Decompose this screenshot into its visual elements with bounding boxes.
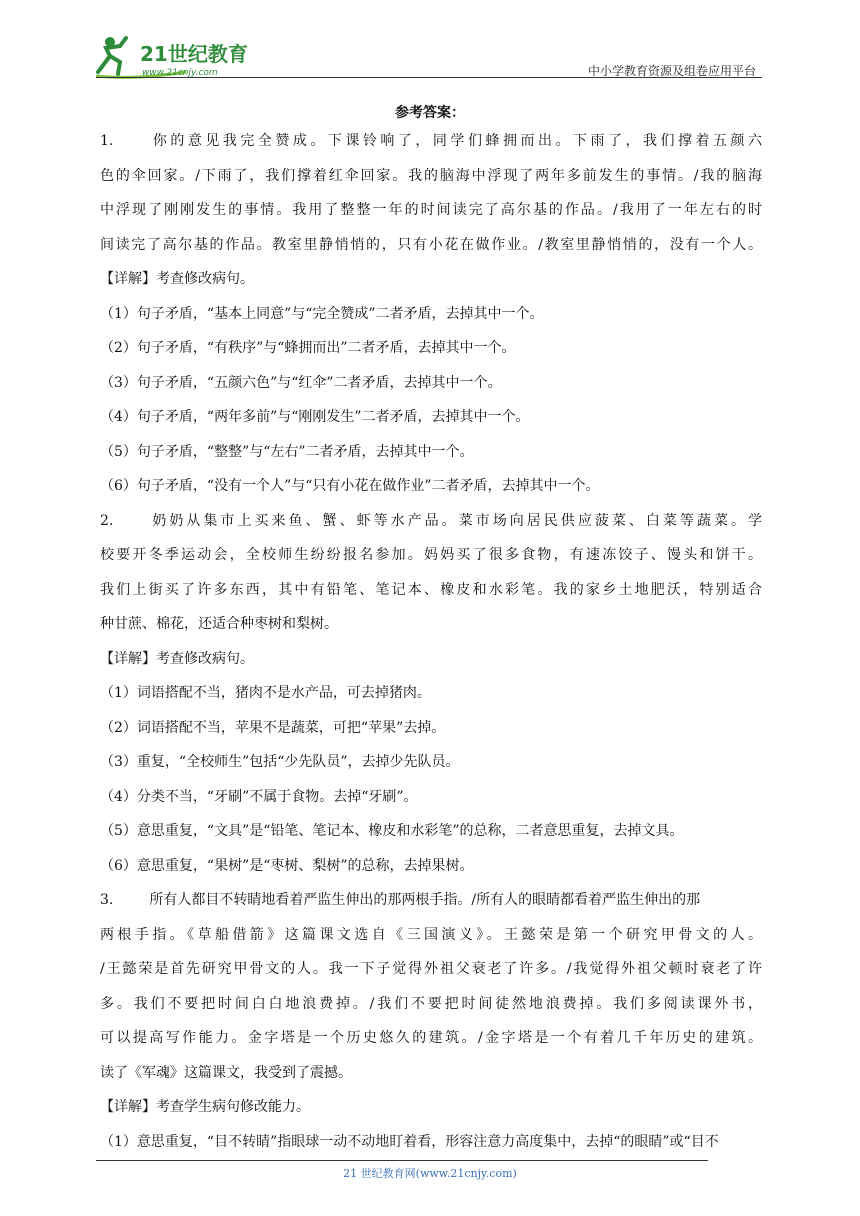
q2-line-1: 2. 奶奶从集市上买来鱼、蟹、虾等水产品。菜市场向居民供应菠菜、白菜等蔬菜。学: [100, 512, 762, 529]
svg-text:21世纪教育: 21世纪教育: [140, 42, 248, 66]
q2-line-4: 种甘蔗、棉花，还适合种枣树和梨树。: [100, 616, 338, 632]
q3-line-4: 多。我们不要把时间白白地浪费掉。/我们不要把时间徒然地浪费掉。我们多阅读课外书，: [100, 995, 762, 1012]
header-divider: [96, 77, 762, 78]
q1-item-4: （4）句子矛盾，“两年多前”与“刚刚发生”二者矛盾，去掉其中一个。: [100, 409, 530, 425]
q1-detail: 【详解】考查修改病句。: [100, 271, 254, 287]
q3-line-2: 两根手指。《草船借箭》这篇课文选自《三国演义》。王懿荣是第一个研究甲骨文的人。: [100, 926, 762, 943]
q1-line-1: 1. 你的意见我完全赞成。下课铃响了，同学们蜂拥而出。下雨了，我们撑着五颜六: [100, 133, 762, 149]
answer-content: [100, 124, 762, 1159]
q1-item-1: （1）句子矛盾，“基本上同意”与“完全赞成”二者矛盾，去掉其中一个。: [100, 305, 544, 322]
q3-line-1: 3. 所有人都目不转睛地看着严监生伸出的那两根手指。/所有人的眼睛都看着严监生伸出的那: [100, 892, 701, 908]
footer-divider: [96, 1160, 708, 1161]
q2-item-4: （4）分类不当，“牙刷”不属于食物。去掉“牙刷”。: [100, 788, 418, 805]
q3-line-5: 可以提高写作能力。金字塔是一个历史悠久的建筑。/金字塔是一个有着几千年历史的建筑。: [100, 1030, 762, 1046]
q1-item-5: （5）句子矛盾，“整整”与“左右”二者矛盾，去掉其中一个。: [100, 443, 474, 460]
q2-item-3: （3）重复，“全校师生”包括“少先队员”，去掉少先队员。: [100, 754, 460, 770]
svg-text:www.21cnjy.com: www.21cnjy.com: [142, 68, 218, 78]
answer-title: 参考答案：: [395, 105, 465, 121]
q2-item-5: （5）意思重复，“文具”是“铅笔、笔记本、橡皮和水彩笔”的总称，二者意思重复，去掉文具。: [100, 823, 684, 839]
q1-item-3: （3）句子矛盾，“五颜六色”与“红伞”二者矛盾，去掉其中一个。: [100, 374, 502, 391]
q3-item-1: （1）意思重复，“目不转睛”指眼球一动不动地盯着看，形容注意力高度集中，去掉“的眼睛”或“目不: [100, 1133, 719, 1150]
q2-number: 2.: [100, 512, 114, 529]
q1-item-2: （2）句子矛盾，“有秩序”与“蜂拥而出”二者矛盾，去掉其中一个。: [100, 340, 516, 356]
q2-line-2: 校要开冬季运动会，全校师生纷纷报名参加。妈妈买了很多食物，有速冻饺子、馒头和饼干。: [100, 547, 762, 563]
footer-link[interactable]: 21 世纪教育网(www.21cnjy.com): [343, 1167, 517, 1180]
q1-line-3: 中浮现了刚刚发生的事情。我用了整整一年的时间读完了高尔基的作品。/我用了一年左右的时: [100, 202, 762, 218]
q1-number: 1.: [100, 133, 114, 149]
page-header: [96, 30, 762, 80]
q2-line-3: 我们上街买了许多东西，其中有铅笔、笔记本、橡皮和水彩笔。我的家乡土地肥沃，特别适合: [100, 581, 762, 598]
q3-line-3: /王懿荣是首先研究甲骨文的人。我一下子觉得外祖父衰老了许多。/我觉得外祖父顿时衰老了许: [100, 961, 762, 977]
q3-number: 3.: [100, 892, 114, 908]
q1-line-2: 色的伞回家。/下雨了，我们撑着红伞回家。我的脑海中浮现了两年多前发生的事情。/我的脑海: [100, 167, 762, 184]
platform-name: 中小学教育资源及组卷应用平台: [587, 64, 756, 78]
q1-line-4: 间读完了高尔基的作品。教室里静悄悄的，只有小花在做作业。/教室里静悄悄的，没有一个人。: [100, 236, 762, 253]
q2-detail: 【详解】考查修改病句。: [100, 650, 254, 667]
site-logo: [96, 32, 266, 80]
q2-item-1: （1）词语搭配不当，猪肉不是水产品，可去掉猪肉。: [100, 685, 431, 701]
q1-item-6: （6）句子矛盾，“没有一个人”与“只有小花在做作业”二者矛盾，去掉其中一个。: [100, 478, 600, 494]
q3-line-6: 读了《军魂》这篇课文，我受到了震撼。: [100, 1064, 352, 1081]
q2-item-2: （2）词语搭配不当，苹果不是蔬菜，可把“苹果”去掉。: [100, 719, 446, 736]
q2-item-6: （6）意思重复，“果树”是“枣树、梨树”的总称，去掉果树。: [100, 857, 474, 874]
q3-detail: 【详解】考查学生病句修改能力。: [100, 1099, 310, 1115]
